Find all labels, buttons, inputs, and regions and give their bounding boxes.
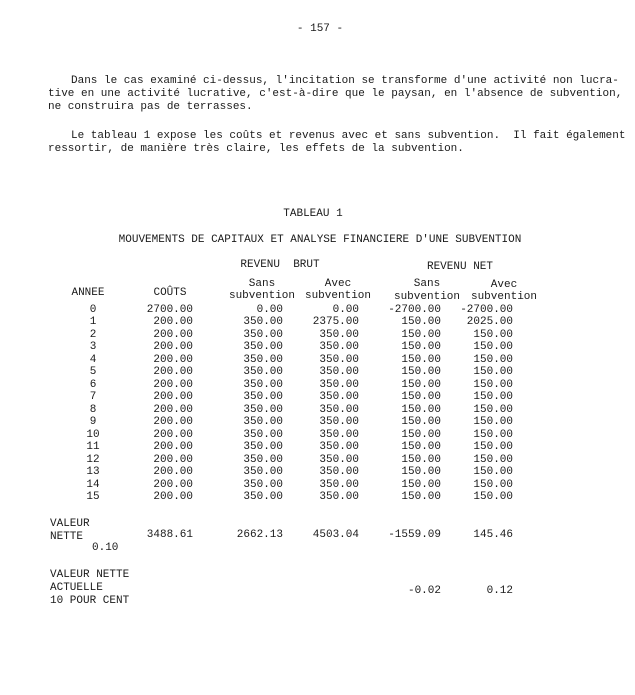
cell-net-avec: 150.00 [473, 428, 513, 441]
cell-net-sans: 150.00 [401, 328, 441, 341]
cell-brut-sans: 350.00 [243, 353, 283, 366]
cell-net-avec: 150.00 [473, 453, 513, 466]
cell-net-sans: 150.00 [401, 428, 441, 441]
cell-net-sans: 150.00 [401, 441, 441, 454]
cell-net-avec: 150.00 [473, 353, 513, 366]
vn-brut-sans: 2662.13 [236, 529, 283, 541]
cell-couts: 200.00 [153, 441, 193, 454]
cell-annee: 5 [89, 366, 97, 379]
cell-brut-avec: 350.00 [319, 428, 359, 441]
table-subtitle: MOUVEMENTS DE CAPITAUX ET ANALYSE FINANCIERE D'UNE SUBVENTION [118, 234, 522, 246]
cell-net-sans: 150.00 [401, 391, 441, 404]
cell-net-avec: 150.00 [473, 416, 513, 429]
cell-net-sans: 150.00 [401, 491, 441, 504]
cell-annee: 8 [89, 403, 97, 416]
cell-brut-sans: 350.00 [243, 366, 283, 379]
cell-net-sans: 150.00 [401, 378, 441, 391]
cell-brut-sans: 350.00 [243, 491, 283, 504]
cell-net-avec: 150.00 [473, 441, 513, 454]
header-net-sans: Sans [413, 278, 441, 290]
cell-brut-sans: 350.00 [243, 416, 283, 429]
vna-label-3: 10 POUR CENT [50, 595, 130, 607]
header-brut-sans: Sans [248, 278, 276, 290]
cell-annee: 15 [86, 491, 100, 504]
cell-brut-avec: 350.00 [319, 466, 359, 479]
cell-brut-sans: 350.00 [243, 341, 283, 354]
header-revenu-net: REVENU NET [426, 261, 493, 273]
cell-annee: 6 [89, 378, 97, 391]
vn-brut-avec: 4503.04 [312, 529, 359, 541]
text-line: ne construira pas de terrasses. [48, 101, 253, 113]
cell-brut-sans: 350.00 [243, 428, 283, 441]
cell-net-sans: 150.00 [401, 453, 441, 466]
cell-brut-avec: 2375.00 [312, 316, 359, 329]
cell-annee: 2 [89, 328, 97, 341]
cell-net-avec: 150.00 [473, 403, 513, 416]
cell-annee: 7 [89, 391, 97, 404]
text-line: Dans le cas examiné ci-dessus, l'incitation se transforme d'une activité non lucra- [71, 75, 619, 87]
cell-brut-avec: 350.00 [319, 353, 359, 366]
cell-annee: 0 [89, 304, 97, 316]
cell-couts: 2700.00 [146, 304, 193, 316]
cell-couts: 200.00 [153, 316, 193, 329]
cell-net-avec: 2025.00 [466, 316, 513, 329]
cell-couts: 200.00 [153, 328, 193, 341]
cell-net-sans: 150.00 [401, 341, 441, 354]
header-net-avec: Avec [490, 279, 518, 291]
cell-net-avec: -2700.00 [460, 304, 513, 316]
cell-couts: 200.00 [153, 416, 193, 429]
cell-net-avec: 150.00 [473, 391, 513, 404]
cell-brut-sans: 350.00 [243, 378, 283, 391]
cell-brut-avec: 350.00 [319, 366, 359, 379]
header-couts: COÛTS [153, 287, 187, 299]
cell-brut-sans: 350.00 [243, 466, 283, 479]
header-net-sans-sub: subvention [393, 291, 460, 303]
header-revenu-brut: REVENU BRUT [240, 259, 320, 271]
cell-brut-avec: 350.00 [319, 403, 359, 416]
cell-couts: 200.00 [153, 403, 193, 416]
table-title: TABLEAU 1 [283, 208, 343, 220]
header-brut-avec: Avec [324, 278, 352, 290]
valeur-nette-label-1: VALEUR [50, 518, 90, 530]
cell-annee: 14 [86, 478, 100, 491]
page-number: - 157 - [296, 23, 344, 35]
valeur-nette-label-2: NETTE [50, 531, 84, 543]
cell-couts: 200.00 [153, 478, 193, 491]
cell-couts: 200.00 [153, 391, 193, 404]
cell-annee: 3 [89, 341, 97, 354]
cell-couts: 200.00 [153, 353, 193, 366]
header-brut-avec-sub: subvention [304, 290, 371, 302]
cell-annee: 1 [89, 316, 97, 329]
cell-net-avec: 150.00 [473, 478, 513, 491]
vna-label-1: VALEUR NETTE [50, 569, 130, 581]
valeur-nette-rate: 0.10 [92, 542, 119, 554]
cell-brut-avec: 350.00 [319, 328, 359, 341]
cell-net-sans: -2700.00 [388, 304, 441, 316]
cell-net-sans: 150.00 [401, 466, 441, 479]
cell-annee: 13 [86, 466, 100, 479]
cell-couts: 200.00 [153, 466, 193, 479]
header-net-avec-sub: subvention [470, 291, 537, 303]
header-annee: ANNEE [71, 287, 105, 299]
vn-net-sans: -1559.09 [388, 529, 441, 541]
cell-brut-sans: 350.00 [243, 328, 283, 341]
cell-net-avec: 150.00 [473, 378, 513, 391]
cell-brut-avec: 350.00 [319, 341, 359, 354]
cell-brut-avec: 350.00 [319, 478, 359, 491]
vn-net-avec: 145.46 [473, 529, 513, 541]
cell-couts: 200.00 [153, 341, 193, 354]
cell-brut-avec: 350.00 [319, 416, 359, 429]
cell-brut-avec: 350.00 [319, 491, 359, 504]
cell-annee: 11 [86, 441, 100, 454]
cell-net-sans: 150.00 [401, 416, 441, 429]
cell-brut-avec: 350.00 [319, 378, 359, 391]
cell-couts: 200.00 [153, 378, 193, 391]
cell-brut-sans: 350.00 [243, 453, 283, 466]
vna-net-sans: -0.02 [407, 585, 441, 597]
text-line: tive en une activité lucrative, c'est-à-dire que le paysan, en l'absence de subvention, [48, 88, 623, 100]
cell-brut-avec: 0.00 [332, 304, 359, 316]
cell-brut-avec: 350.00 [319, 391, 359, 404]
cell-net-avec: 150.00 [473, 466, 513, 479]
cell-net-sans: 150.00 [401, 478, 441, 491]
vna-net-avec: 0.12 [486, 585, 513, 597]
vn-couts: 3488.61 [146, 529, 193, 541]
cell-brut-avec: 350.00 [319, 441, 359, 454]
cell-brut-sans: 350.00 [243, 316, 283, 329]
text-line: Le tableau 1 expose les coûts et revenus avec et sans subvention. Il fait également [71, 130, 626, 142]
cell-couts: 200.00 [153, 428, 193, 441]
cell-net-avec: 150.00 [473, 491, 513, 504]
cell-brut-sans: 0.00 [256, 304, 283, 316]
cell-annee: 10 [86, 428, 100, 441]
header-brut-sans-sub: subvention [228, 290, 295, 302]
cell-net-sans: 150.00 [401, 316, 441, 329]
cell-net-avec: 150.00 [473, 328, 513, 341]
cell-couts: 200.00 [153, 366, 193, 379]
cell-annee: 12 [86, 453, 100, 466]
cell-brut-sans: 350.00 [243, 391, 283, 404]
cell-net-sans: 150.00 [401, 366, 441, 379]
text-line: ressortir, de manière très claire, les effets de la subvention. [48, 143, 464, 155]
cell-brut-avec: 350.00 [319, 453, 359, 466]
cell-brut-sans: 350.00 [243, 478, 283, 491]
vna-label-2: ACTUELLE [50, 582, 103, 594]
cell-annee: 9 [89, 416, 97, 429]
cell-net-sans: 150.00 [401, 403, 441, 416]
cell-brut-sans: 350.00 [243, 403, 283, 416]
cell-net-avec: 150.00 [473, 341, 513, 354]
cell-net-avec: 150.00 [473, 366, 513, 379]
cell-couts: 200.00 [153, 491, 193, 504]
cell-net-sans: 150.00 [401, 353, 441, 366]
cell-couts: 200.00 [153, 453, 193, 466]
cell-brut-sans: 350.00 [243, 441, 283, 454]
cell-annee: 4 [89, 353, 97, 366]
